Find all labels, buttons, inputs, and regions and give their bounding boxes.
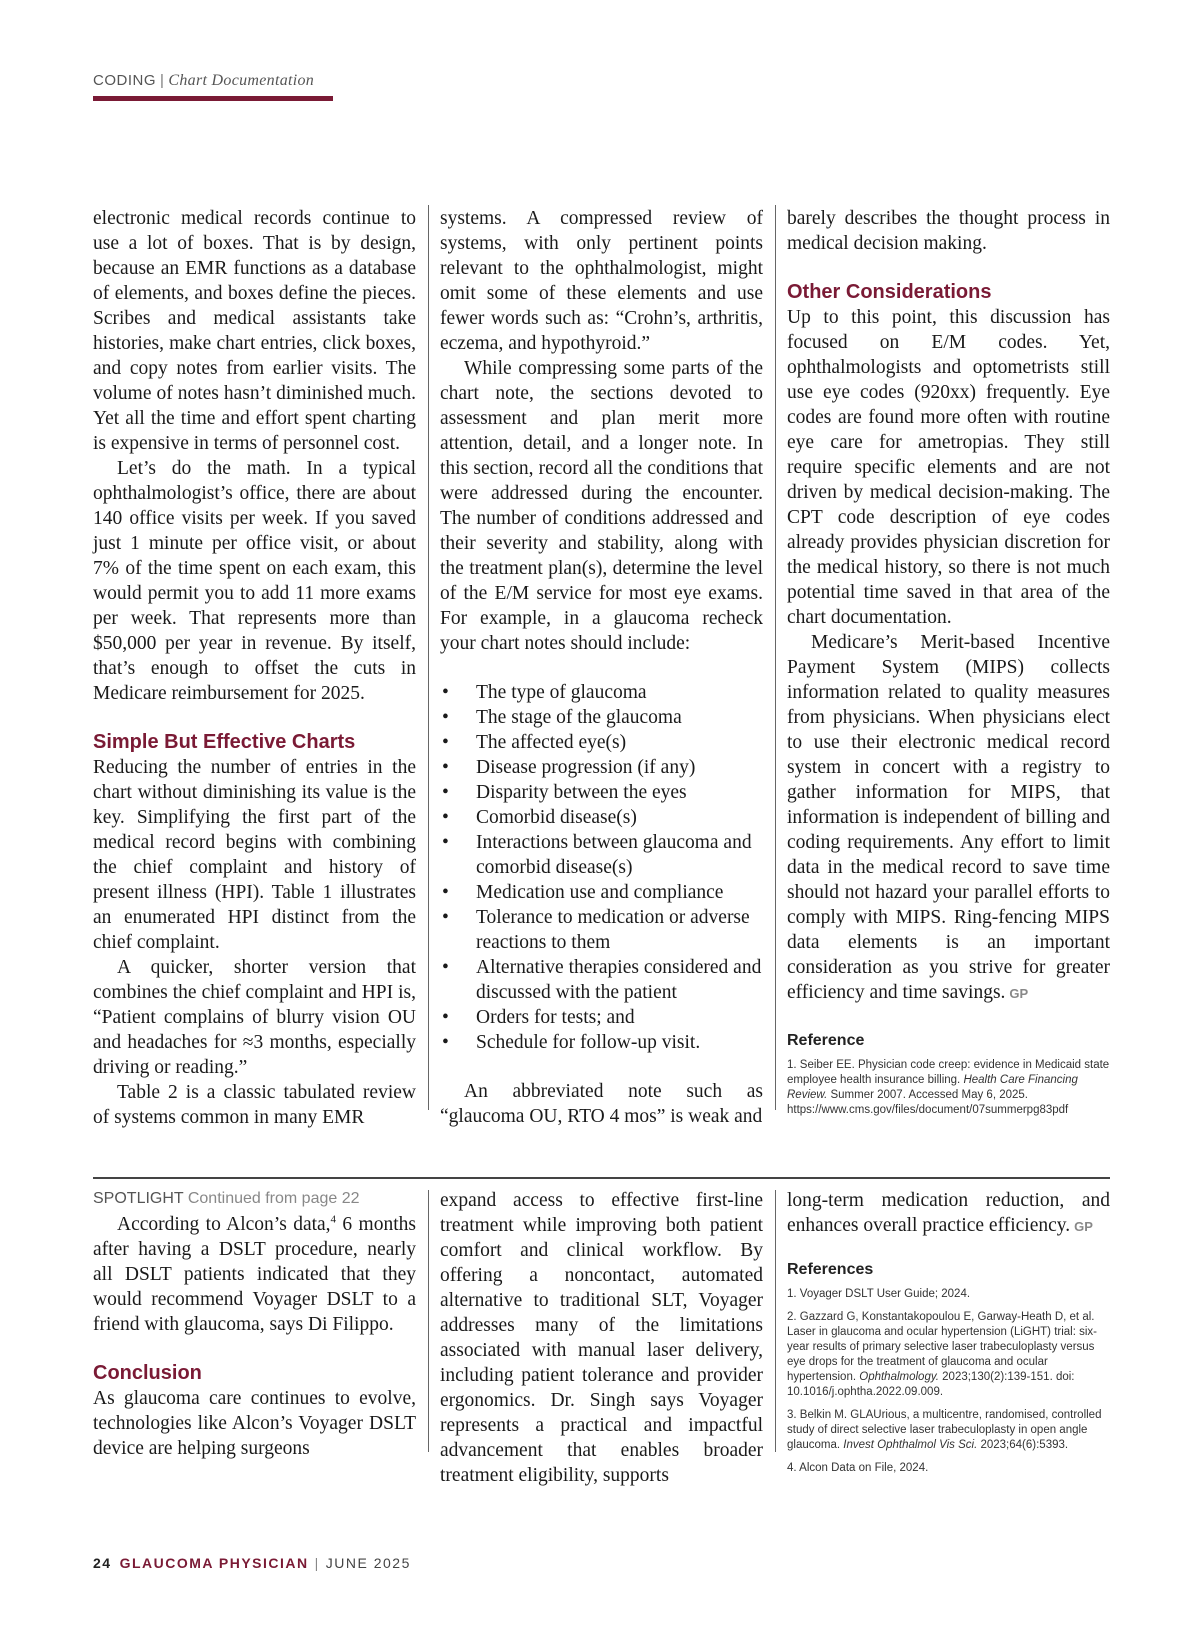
article-paragraph: An abbreviated note such as “glaucoma OU, RTO 4 mos” is weak and [440, 1081, 763, 1127]
running-header [93, 72, 314, 90]
header-separator: | [160, 72, 165, 89]
list-item: • Interactions between glaucoma and comorbid disease(s) [440, 830, 763, 880]
section-heading: Conclusion [93, 1362, 202, 1384]
article-paragraph: Let’s do the math. In a typical ophthalmologist’s office, there are about 140 office visits per week. If you saved just 1 minute per office visit, or about 7% of the time spent on each exam, this would permit you to add 11 more exams per week. That represents more than $50,000 per year in revenue. By itself, that’s enough to offset the cuts in Medicare reimbursement for 2025. [93, 458, 416, 704]
article-column-1 [93, 206, 416, 1130]
article-column-2 [440, 206, 763, 1129]
column-divider [775, 1190, 776, 1452]
article-paragraph: electronic medical records continue to use a lot of boxes. That is by design, because an EMR functions as a database of elements, and boxes define the pieces. Scribes and medical assistants take histories, make chart entries, click boxes, and copy notes from earlier visits. The volume of notes hasn’t diminished much. Yet all the time and effort spent charting is expensive in terms of personnel cost. [93, 208, 416, 454]
page-number: 24 [93, 1555, 112, 1571]
paragraph-text: Medicare’s Merit-based Incentive Payment System (MIPS) collects information related to quality measures from physicians. When physicians elect to use their electronic medical record system in concert with a registry to gather information for MIPS, that information is independent of billing and coding requirements. Any effort to limit data in the medical record to save time should not hazard your parallel efforts to comply with MIPS. Ring-fencing MIPS data elements is an important consideration as you strive for greater efficiency and time savings. [787, 632, 1110, 1003]
article-column-3 [787, 206, 1110, 1126]
section-heading: Simple But Effective Charts [93, 731, 356, 753]
article-paragraph: Up to this point, this discussion has focused on E/M codes. Yet, ophthalmologists and optometrists still use eye codes (920xx) frequently. Eye codes are found more often with routine eye care for ametropias. They still require specific elements and are not driven by medical decision-making. The CPT code description of eye codes already provides physician discretion for the medical history, so there is not much potential time saved in that area of the chart documentation. [787, 307, 1110, 628]
header-rule [93, 96, 333, 101]
list-item: • Tolerance to medication or adverse reactions to them [440, 905, 763, 955]
column-divider [428, 205, 429, 1110]
spotlight-column-1 [93, 1188, 416, 1461]
header-section: CODING [93, 72, 156, 89]
section-heading: Other Considerations [787, 281, 992, 303]
spotlight-paragraph: As glaucoma care continues to evolve, technologies like Alcon’s Voyager DSLT device are helping surgeons [93, 1388, 416, 1459]
article-paragraph [787, 630, 1110, 1006]
issue-date: JUNE 2025 [325, 1555, 411, 1571]
list-item: • Disparity between the eyes [440, 780, 763, 805]
reference-item: 2. Gazzard G, Konstantakopoulou E, Garway-Heath D, et al. Laser in glaucoma and ocular hypertension (LiGHT) trial: six-year results of primary selective laser trabeculoplasty versus eye drops for the treatment of glaucoma and ocular hypertension. Ophthalmology. 2023;130(2):139-151. doi: 10.1016/j.ophtha.2022.09.009. [787, 1311, 1097, 1398]
page-footer [93, 1555, 411, 1571]
spotlight-column-3 [787, 1188, 1110, 1484]
list-item: • Alternative therapies considered and discussed with the patient [440, 955, 763, 1005]
reference-heading: References [787, 1261, 874, 1278]
list-item: • Disease progression (if any) [440, 755, 763, 780]
spotlight-column-2 [440, 1188, 763, 1488]
reference-item: 1. Voyager DSLT User Guide; 2024. [787, 1288, 971, 1300]
list-item: • Schedule for follow-up visit. [440, 1030, 763, 1055]
column-divider [428, 1190, 429, 1452]
spotlight-label: SPOTLIGHT Continued from page 22 [93, 1190, 360, 1207]
article-paragraph: systems. A compressed review of systems, with only pertinent points relevant to the ophthalmologist, might omit some of these elements and use fewer words such as: “Crohn’s, arthritis, eczema, and hypothyroid.” [440, 208, 763, 354]
checklist [440, 680, 763, 1055]
list-item: • The affected eye(s) [440, 730, 763, 755]
reference-heading: Reference [787, 1032, 865, 1049]
list-item: • Comorbid disease(s) [440, 805, 763, 830]
spotlight-paragraph: expand access to effective first-line treatment while improving both patient comfort and clinical workflow. By offering a noncontact, automated alternative to traditional SLT, Voyager addresses many of the limitations associated with manual laser delivery, including patient tolerance and provider ergonomics. Dr. Singh says Voyager represents a practical and impactful advancement that enables broader treatment eligibility, supports [440, 1190, 763, 1486]
article-paragraph: While compressing some parts of the chart note, the sections devoted to assessment and plan merit more attention, detail, and a longer note. In this section, record all the conditions that were addressed during the encounter. The number of conditions addressed and their severity and stability, along with the treatment plan(s), determine the level of the E/M service for most eye exams. For example, in a glaucoma recheck your chart notes should include: [440, 358, 763, 654]
footer-separator: | [314, 1555, 320, 1571]
publication-name: GLAUCOMA PHYSICIAN [119, 1555, 309, 1571]
reference-item: 3. Belkin M. GLAUrious, a multicentre, randomised, controlled study of direct selective laser trabeculoplasty in open angle glaucoma. Invest Ophthalmol Vis Sci. 2023;64(6):5393. [787, 1409, 1102, 1451]
spotlight-paragraph: According to Alcon’s data,$^4$ 6 months after having a DSLT procedure, nearly all DSLT patients indicated that they would recommend Voyager DSLT to a friend with glaucoma, says Di Filippo. [93, 1213, 416, 1335]
reference-item: 4. Alcon Data on File, 2024. [787, 1462, 929, 1474]
list-item: • Medication use and compliance [440, 880, 763, 905]
list-item: • Orders for tests; and [440, 1005, 763, 1030]
section-divider [93, 1177, 1110, 1179]
header-subsection: Chart Documentation [168, 72, 315, 89]
reference-item: 1. Seiber EE. Physician code creep: evidence in Medicaid state employee health insurance billing. Health Care Financing Review. Summer 2007. Accessed May 6, 2025. https://www.cms.gov/files/document/07summerpg83pdf [787, 1059, 1110, 1116]
article-paragraph: Reducing the number of entries in the chart without diminishing its value is the key. Simplifying the first part of the medical record begins with combining the chief complaint and history of present illness (HPI). Table 1 illustrates an enumerated HPI distinct from the chief complaint. [93, 757, 416, 953]
citation-marker: 4 [330, 1213, 337, 1226]
end-mark: GP [1009, 986, 1029, 1001]
article-paragraph: Table 2 is a classic tabulated review of systems common in many EMR [93, 1082, 416, 1128]
end-mark: GP [1074, 1219, 1093, 1234]
article-paragraph: barely describes the thought process in medical decision making. [787, 208, 1110, 254]
article-paragraph: A quicker, shorter version that combines the chief complaint and HPI is, “Patient complains of blurry vision OU and headaches for ≈3 months, especially driving or reading.” [93, 957, 416, 1078]
spotlight-paragraph: long-term medication reduction, and enhances overall practice efficiency. GP [787, 1190, 1110, 1236]
list-item: • The type of glaucoma [440, 680, 763, 705]
column-divider [775, 205, 776, 1110]
continued-note: Continued from page 22 [187, 1190, 360, 1207]
list-item: • The stage of the glaucoma [440, 705, 763, 730]
